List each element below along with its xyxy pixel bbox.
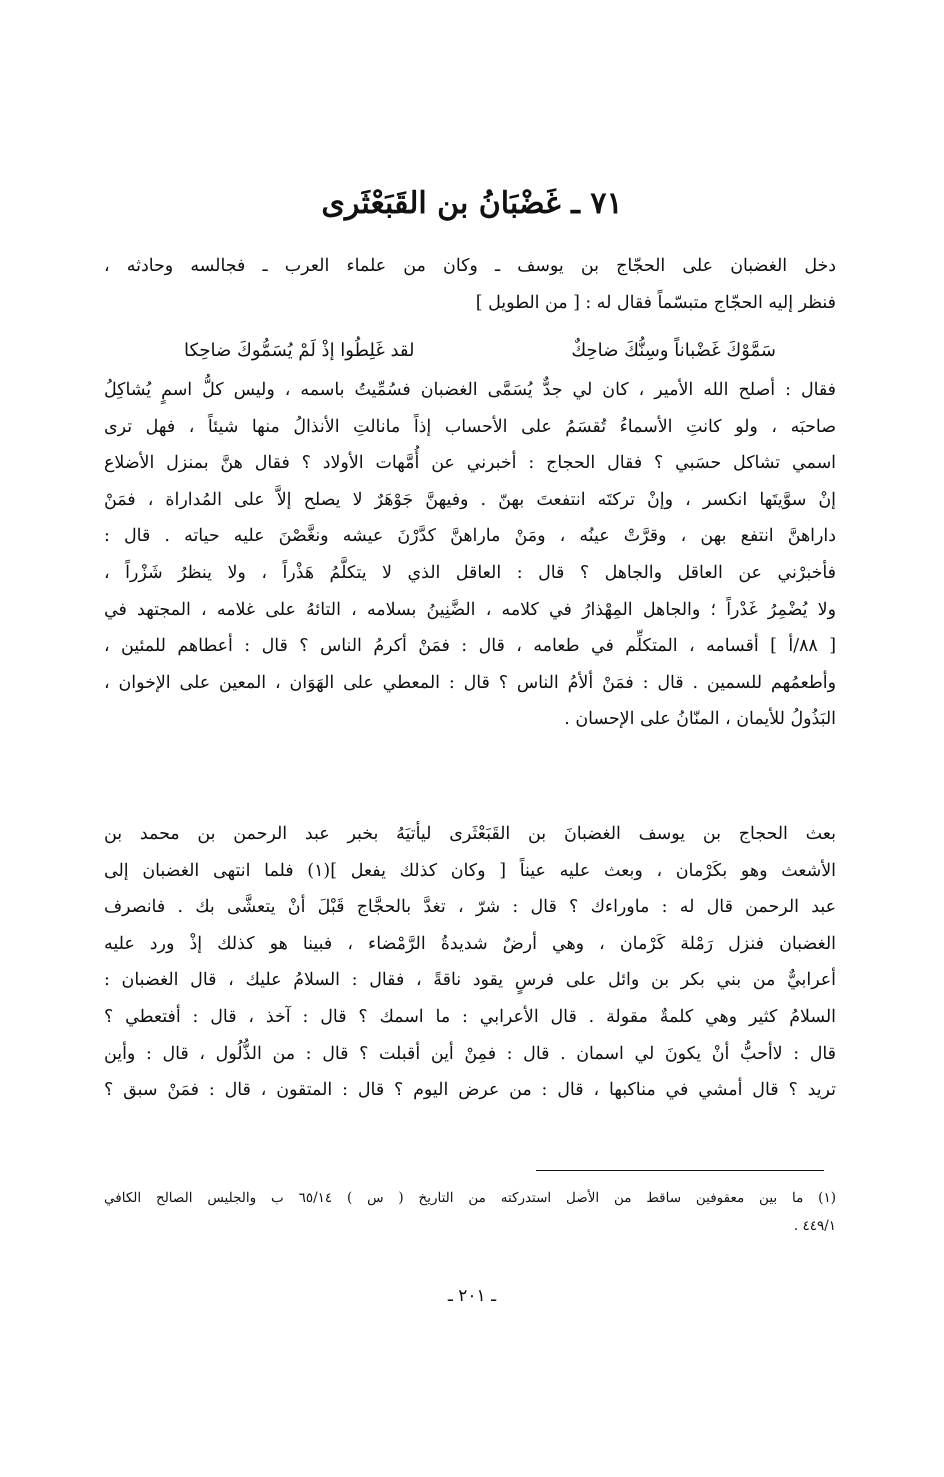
page-number: ـ ٢٠١ ـ bbox=[447, 1286, 497, 1306]
poem-second-hemistich: لقد غَلِطُوا إذْ لَمْ يُسَمُّوكَ ضاحِكا bbox=[184, 340, 415, 361]
paragraph-line: [ ٨٨/أ ] أقسامه ، المتكلِّم في طعامه ، قال : فمَنْ أكرمُ الناس ؟ قال : أعطاهم للمئين ، bbox=[104, 636, 836, 657]
paragraph-line: صاحبَه ، ولو كانتِ الأسماءُ تُقسَمُ على الأحساب إذاً مانالتِ الأنذالُ منها شيئاً ، فهل ترى bbox=[104, 416, 836, 437]
footnote-line: (١) ما بين معقوفين ساقط من الأصل استدركته من التاريخ ( س ) ٦٥/١٤ ب والجليس الصالح الكافي bbox=[104, 1190, 836, 1206]
narrative-paragraph bbox=[104, 816, 836, 1109]
paragraph-line: أعرابيٌّ من بني بكر بن وائل على فرسٍ يقود ناقةً ، فقال : السلامُ عليك ، قال الغضبان : bbox=[104, 970, 836, 991]
paragraph-line: إنْ سوَّيتَها انكسر ، وإنْ تركتَه انتفعتَ بهنّ . وفيهنَّ جَوْهَرٌ لا يصلح إلاَّ على المُداراة ، فمَنْ bbox=[104, 489, 836, 510]
paragraph-line: البَذُولُ للأيمان ، المنّانُ على الإحسان . bbox=[564, 709, 836, 730]
paragraph-line: فأخبرْني عن العاقل والجاهل ؟ قال : العاقل الذي لا يتكلَّمُ هَذْراً ، ولا ينظرُ شَزْراً ، bbox=[104, 562, 836, 583]
paragraph-line: قال : لاأحبُّ أنْ يكونَ لي اسمان . قال : فمِنْ أين أقبلت ؟ قال : من الذُّلُول ، قال : وأين bbox=[104, 1043, 836, 1064]
paragraph-line: ولا يُضْمِرُ غَدْراً ؛ والجاهل المِهْذارُ في كلامه ، الضَّنِينُ بسلامه ، التائهُ على غلامه ، المجتهد في bbox=[104, 599, 836, 620]
paragraph-line: وأطعمُهم للسمين . قال : فمَنْ ألأمُ الناس ؟ قال : المعطي على الهَوَان ، المعين على الإخوان ، bbox=[104, 672, 836, 693]
paragraph-line: تريد ؟ قال أمشي في مناكبها ، قال : من عرض اليوم ؟ قال : المتقون ، قال : فمَنْ سبق ؟ bbox=[104, 1080, 836, 1101]
paragraph-line: بعث الحجاج بن يوسف الغضبانَ بن القَبَعْثَرى ليأتيَهُ بخبر عبد الرحمن بن محمد بن bbox=[104, 824, 836, 844]
paragraph-line: الغضبان فنزل رَمْلة كَرْمان ، وهي أرضٌ شديدةُ الرَّمْضاء ، فبينا هو كذلك إذْ ورد عليه bbox=[104, 933, 836, 954]
footnote-divider bbox=[536, 1170, 824, 1171]
footnote-line: ٤٤٩/١ . bbox=[793, 1218, 836, 1234]
intro-line: دخل الغضبان على الحجّاج بن يوسف ـ وكان من علماء العرب ـ فجالسه وحادثه ، bbox=[104, 256, 836, 276]
chapter-title: ٧١ ـ غَضْبَانُ بن القَبَعْثَرى bbox=[321, 186, 623, 221]
footnote bbox=[104, 1184, 836, 1240]
dialogue-paragraph bbox=[104, 372, 836, 738]
paragraph-line: اسمي تشاكل حسَبي ؟ فقال الحجاج : أخبرني عن أُمَّهات الأولاد ؟ فقال هنَّ بمنزل الأضلاع bbox=[104, 453, 836, 474]
paragraph-line: فقال : أصلح الله الأمير ، كان لي جدٌّ يُسَمَّى الغضبان فسُمِّيتُ باسمه ، وليس كلُّ اسمٍ يُشاكِلُ bbox=[104, 380, 836, 400]
intro-line: فنظر إليه الحجّاج متبسّماً فقال له : [ من الطويل ] bbox=[475, 292, 836, 313]
paragraph-line: داراهنَّ انتفع بهن ، وقرَّتْ عينُه ، ومَنْ ماراهنَّ كدَّرْنَ عيشه ونغَّصْنَ عليه حياته . قال : bbox=[104, 526, 836, 547]
paragraph-line: السلامُ كثير وهي كلمةٌ مقولة . قال الأعرابي : ما اسمك ؟ قال : آخذ ، قال : أفتعطي ؟ bbox=[104, 1006, 836, 1027]
paragraph-line: عبد الرحمن قال له : ماوراءك ؟ قال : شرّ ، تغدَّ بالحجَّاج قَبْلَ أنْ يتعشَّى بك . فانصرف bbox=[104, 897, 836, 918]
poem-first-hemistich: سَمَّوْكَ غَضْباناً وسِنُّكَ ضاحِكٌ bbox=[571, 340, 776, 361]
paragraph-line: الأشعث وهو بكَرْمان ، وبعث عليه عيناً [ وكان كذلك يفعل ](١) فلما انتهى الغضبان إلى bbox=[104, 860, 836, 881]
intro-paragraph bbox=[104, 248, 836, 321]
